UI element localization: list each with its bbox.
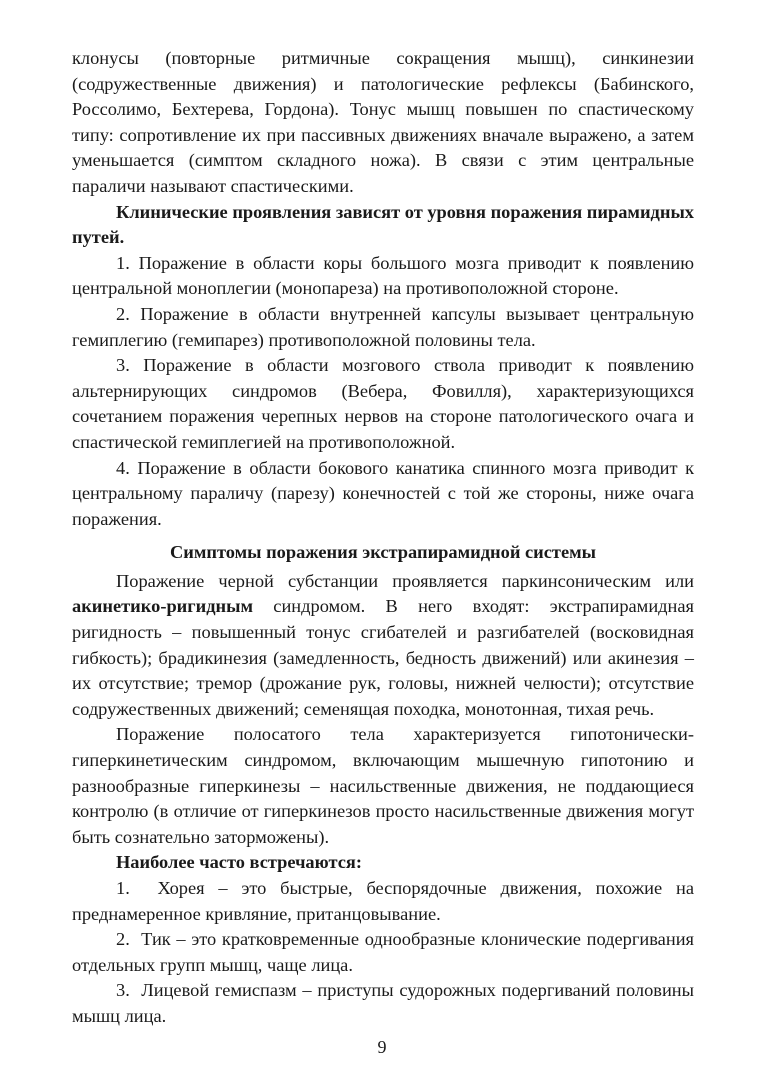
list-item-brainstem: 3. Поражение в области мозгового ствола приводит к появлению альтернирующих синдромов (Вебера, Фовилля), характеризующихся сочетанием поражения черепных нервов на стороне патологического очага и спастической гемиплегией на противоположной.	[72, 355, 694, 452]
list-item-cortex: 1. Поражение в области коры большого мозга приводит к появлению центральной моноплегии (монопареза) на противоположной стороне.	[72, 252, 694, 299]
paragraph-substantia-nigra	[72, 569, 694, 723]
paragraph-clinical-heading: Клинические проявления зависят от уровня поражения пирамидных путей.	[72, 201, 694, 248]
paragraph-intro: клонусы (повторные ритмичные сокращения мышц), синкинезии (содружественные движения) и патологические рефлексы (Бабинского, Россолимо, Бехтерева, Гордона). Тонус мышц повышен по спастическому типу: сопротивление их при пассивных движениях вначале выражено, а затем уменьшается (симптом складного ножа). В связи с этим центральные параличи называют спастическими.	[72, 48, 694, 196]
substantia-text-b: синдромом. В него входят: экстрапирамидная ригидность – повышенный тонус сгибателей и разгибателей (восковидная гибкость); брадикинезия (замедленность, бедность движений) или акинезия – их отсутствие; тремор (дрожание рук, головы, нижней челюсти); отсутствие содружественных движений; семенящая походка, монотонная, тихая речь.	[72, 596, 694, 719]
list-item-chorea: 1. Хорея – это быстрые, беспорядочные движения, похожие на преднамеренное кривляние, пританцовывание.	[72, 878, 694, 924]
list-item-capsule: 2. Поражение в области внутренней капсулы вызывает центральную гемиплегию (гемипарез) противоположной половины тела.	[72, 303, 694, 350]
list-item-spinal: 4. Поражение в области бокового канатика спинного мозга приводит к центральному параличу (парезу) конечностей с той же стороны, ниже очага поражения.	[72, 457, 694, 529]
list-item-tic: 2. Тик – это кратковременные однообразные клонические подергивания отдельных групп мышц, чаще лица.	[72, 929, 694, 975]
page-number: 9	[377, 1037, 387, 1057]
paragraph-often-heading: Наиболее часто встречаются:	[116, 852, 362, 873]
substantia-bold-term: акинетико-ригидным	[72, 596, 254, 617]
document-page	[72, 46, 694, 1030]
list-item-hemispasm: 3. Лицевой гемиспазм – приступы судорожных подергиваний половины мышц лица.	[72, 980, 694, 1026]
substantia-text-a: Поражение черной субстанции проявляется паркинсоническим или	[116, 570, 694, 591]
section-heading: Симптомы поражения экстрапирамидной системы	[169, 542, 597, 563]
paragraph-striatum: Поражение полосатого тела характеризуется гипотонически-гиперкинетическим синдромом, включающим мышечную гипотонию и разнообразные гиперкинезы – насильственные движения, не поддающиеся контролю (в отличие от гиперкинезов просто насильственные движения могут быть сознательно заторможены).	[72, 724, 694, 847]
